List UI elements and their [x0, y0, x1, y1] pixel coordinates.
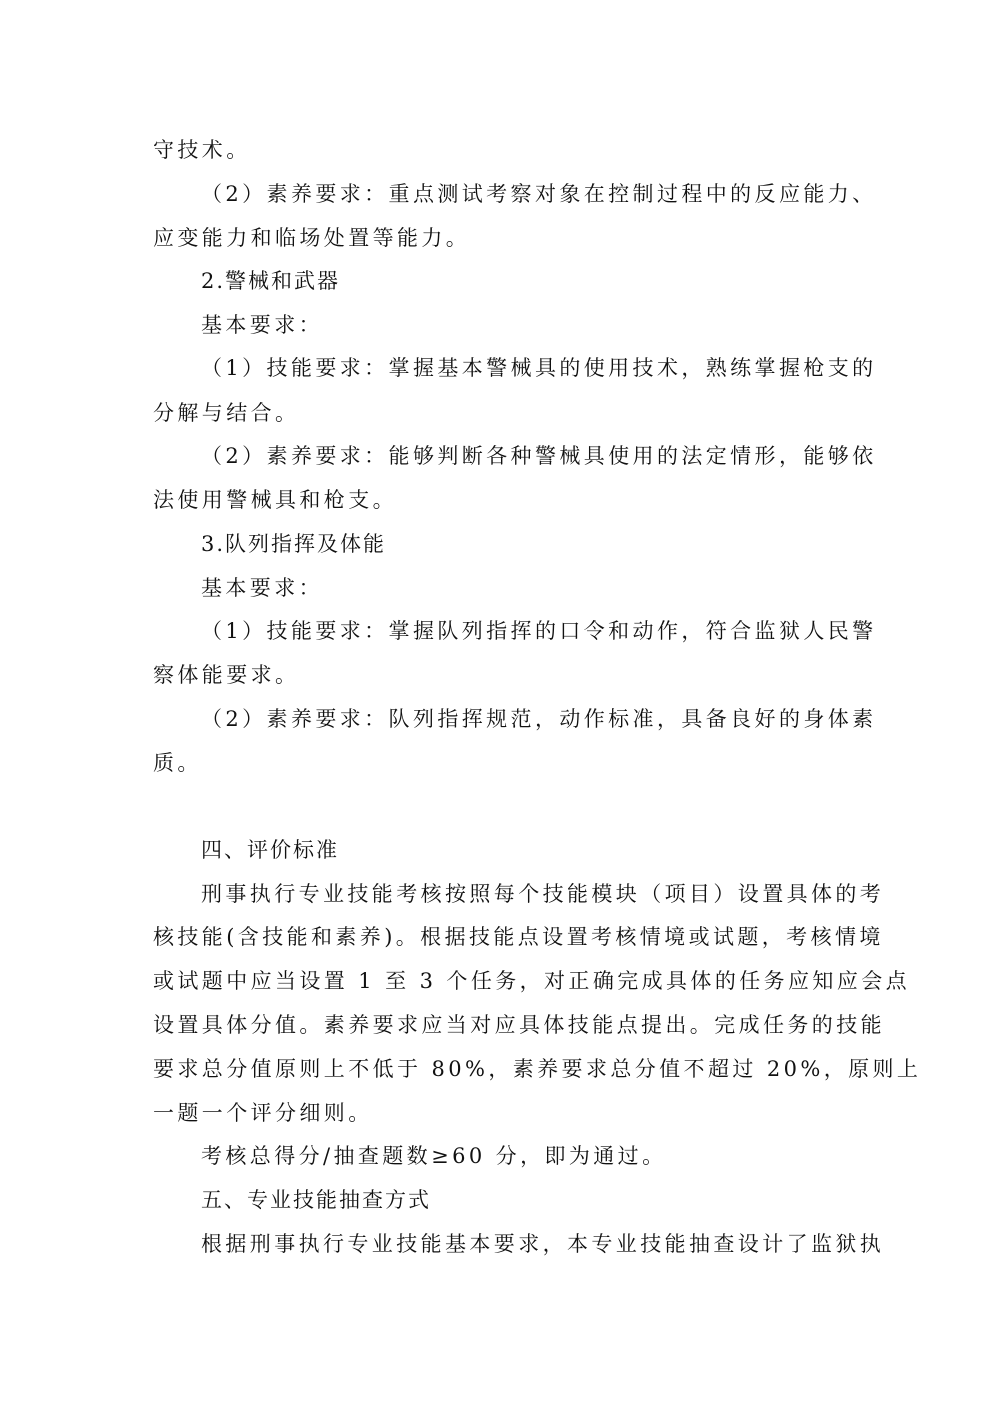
paragraph-line: 要求总分值原则上不低于 80%，素养要求总分值不超过 20%，原则上	[153, 1057, 922, 1081]
paragraph-line: 基本要求：	[201, 576, 323, 600]
paragraph-line: 根据刑事执行专业技能基本要求，本专业技能抽查设计了监狱执	[201, 1232, 885, 1256]
paragraph-line: 守技术。	[153, 138, 251, 162]
paragraph-line: 或试题中应当设置 1 至 3 个任务，对正确完成具体的任务应知应会点	[153, 969, 911, 993]
paragraph-line: 设置具体分值。素养要求应当对应具体技能点提出。完成任务的技能	[153, 1013, 885, 1037]
paragraph-line: （2）素养要求：队列指挥规范，动作标准，具备良好的身体素	[201, 707, 877, 731]
paragraph-line: （2）素养要求：重点测试考察对象在控制过程中的反应能力、	[201, 182, 877, 206]
paragraph-line: 察体能要求。	[153, 663, 300, 687]
paragraph-line: 刑事执行专业技能考核按照每个技能模块（项目）设置具体的考	[201, 882, 885, 906]
subsection-heading: 2.警械和武器	[201, 269, 341, 293]
paragraph-line: （1）技能要求：掌握基本警械具的使用技术，熟练掌握枪支的	[201, 356, 877, 380]
paragraph-line: 法使用警械具和枪支。	[153, 488, 397, 512]
section-heading: 四、评价标准	[201, 838, 339, 862]
paragraph-line: 核技能(含技能和素养)。根据技能点设置考核情境或试题，考核情境	[153, 925, 884, 949]
paragraph-line: 基本要求：	[201, 313, 323, 337]
paragraph-line: 一题一个评分细则。	[153, 1101, 373, 1125]
paragraph-line: 考核总得分/抽查题数≥60 分，即为通过。	[201, 1144, 667, 1168]
subsection-heading: 3.队列指挥及体能	[201, 532, 387, 556]
paragraph-line: （1）技能要求：掌握队列指挥的口令和动作，符合监狱人民警	[201, 619, 877, 643]
paragraph-line: 分解与结合。	[153, 401, 300, 425]
section-heading: 五、专业技能抽查方式	[201, 1188, 431, 1212]
paragraph-line: （2）素养要求：能够判断各种警械具使用的法定情形，能够依	[201, 444, 877, 468]
paragraph-line: 应变能力和临场处置等能力。	[153, 226, 471, 250]
paragraph-line: 质。	[153, 751, 202, 775]
